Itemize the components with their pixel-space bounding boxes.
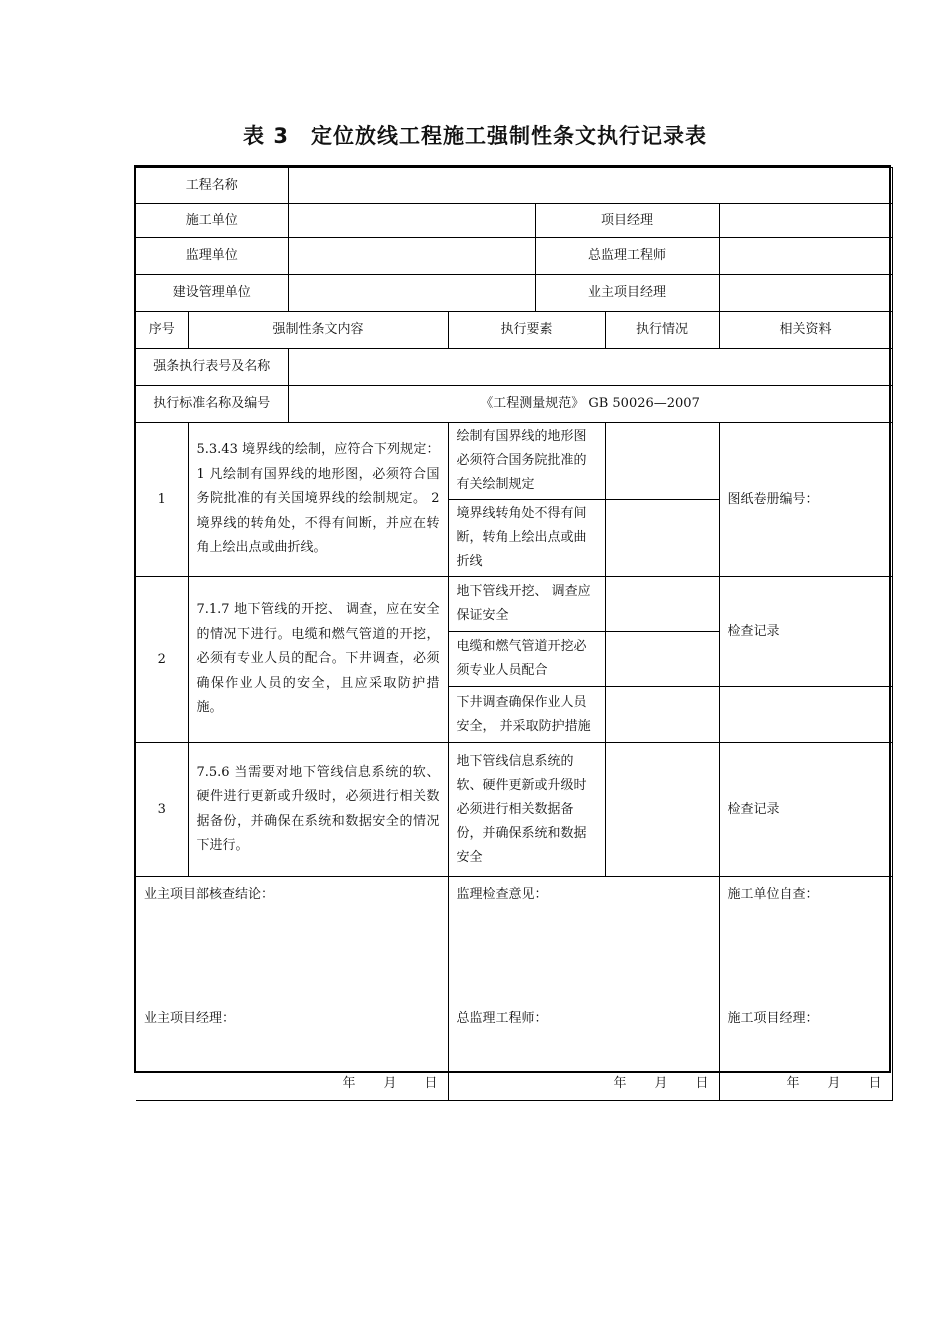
owner-unit-value[interactable]	[288, 275, 535, 312]
owner-conclusion-label: 业主项目部核查结论：	[144, 887, 275, 902]
construction-date: 年 月 日	[786, 1076, 882, 1091]
row-2-element-2: 电缆和燃气管道开挖必须专业人员配合	[448, 632, 605, 687]
row-2-element-3: 下井调查确保作业人员安全， 并采取防护措施	[448, 687, 605, 743]
row-2-status-2[interactable]	[605, 632, 719, 687]
row-1-status-2[interactable]	[605, 500, 719, 577]
owner-pm-label: 业主项目经理	[535, 275, 719, 312]
chief-engineer-value[interactable]	[719, 238, 892, 275]
owner-pm-value[interactable]	[719, 275, 892, 312]
signature-construction[interactable]	[719, 877, 892, 1101]
row-2-docs-extra[interactable]	[719, 687, 892, 743]
supervision-unit-value[interactable]	[288, 238, 535, 275]
owner-unit-label: 建设管理单位	[136, 275, 288, 312]
page-title	[0, 120, 950, 150]
table-number: 表 3	[243, 124, 289, 148]
project-name-value[interactable]	[288, 168, 892, 204]
table-no-value[interactable]	[288, 349, 892, 386]
construction-unit-label: 施工单位	[136, 204, 288, 238]
signature-owner[interactable]	[136, 877, 448, 1101]
row-1-element-2: 境界线转角处不得有间断，转角上绘出点或曲折线	[448, 500, 605, 577]
construction-unit-value[interactable]	[288, 204, 535, 238]
supervision-unit-label: 监理单位	[136, 238, 288, 275]
col-element: 执行要素	[448, 312, 605, 349]
row-3-no: 3	[136, 743, 188, 877]
row-3-docs: 检查记录	[719, 743, 892, 877]
project-manager-value[interactable]	[719, 204, 892, 238]
row-2-no: 2	[136, 577, 188, 743]
row-3-content: 7.5.6 当需要对地下管线信息系统的软、硬件进行更新或升级时，必须进行相关数据备份，并确保在系统和数据安全的情况下进行。	[188, 743, 448, 877]
row-2-content: 7.1.7 地下管线的开挖、 调查，应在安全的情况下进行。电缆和燃气管道的开挖，必须有专业人员的配合。下井调查，必须确保作业人员的安全，且应采取防护措施。	[188, 577, 448, 743]
signature-supervision[interactable]	[448, 877, 719, 1101]
row-3-element-1: 地下管线信息系统的软、硬件更新或升级时必须进行相关数据备份，并确保系统和数据安全	[448, 743, 605, 877]
record-table	[134, 165, 891, 1091]
supervision-opinion-label: 监理检查意见：	[456, 887, 548, 902]
row-2-element-1: 地下管线开挖、 调查应保证安全	[448, 577, 605, 632]
table-no-label: 强条执行表号及名称	[136, 349, 288, 386]
supervision-date: 年 月 日	[613, 1076, 709, 1091]
construction-manager-label: 施工项目经理：	[727, 1011, 819, 1026]
row-1-status-1[interactable]	[605, 423, 719, 500]
row-1-element-1: 绘制有国界线的地形图必须符合国务院批准的有关绘制规定	[448, 423, 605, 500]
col-content: 强制性条文内容	[188, 312, 448, 349]
construction-selfcheck-label: 施工单位自查：	[727, 887, 819, 902]
row-1-content: 5.3.43 境界线的绘制，应符合下列规定：1 凡绘制有国界线的地形图，必须符合国务院批准的有关国境界线的绘制规定。 2境界线的转角处，不得有间断，并应在转角上绘出点或曲折线。	[188, 423, 448, 577]
owner-manager-label: 业主项目经理：	[144, 1011, 236, 1026]
owner-date: 年 月 日	[342, 1076, 438, 1091]
row-1-no: 1	[136, 423, 188, 577]
supervision-engineer-label: 总监理工程师：	[456, 1011, 548, 1026]
table-title: 定位放线工程施工强制性条文执行记录表	[310, 124, 707, 148]
project-name-label: 工程名称	[136, 168, 288, 204]
project-manager-label: 项目经理	[535, 204, 719, 238]
row-2-status-3[interactable]	[605, 687, 719, 743]
row-2-docs: 检查记录	[719, 577, 892, 687]
col-no: 序号	[136, 312, 188, 349]
col-docs: 相关资料	[719, 312, 892, 349]
col-status: 执行情况	[605, 312, 719, 349]
chief-engineer-label: 总监理工程师	[535, 238, 719, 275]
row-1-docs: 图纸卷册编号：	[719, 423, 892, 577]
standard-value: 《工程测量规范》 GB 50026—2007	[288, 386, 892, 423]
row-2-status-1[interactable]	[605, 577, 719, 632]
standard-label: 执行标准名称及编号	[136, 386, 288, 423]
row-3-status-1[interactable]	[605, 743, 719, 877]
